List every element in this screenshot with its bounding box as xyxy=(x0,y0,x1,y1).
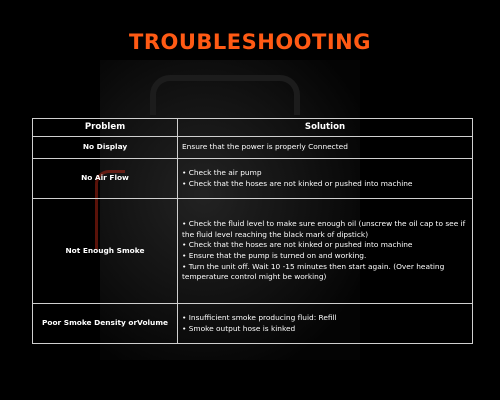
solution-column-header: Solution xyxy=(178,119,473,137)
solution-line: • Check the fluid level to make sure enough oil (unscrew the oil cap to see if the fluid level reaching the black mark of dipstick) xyxy=(182,218,466,239)
problem-cell: No Display xyxy=(33,137,178,159)
problem-cell: Not Enough Smoke xyxy=(33,199,178,304)
background-machine-handle xyxy=(150,75,300,115)
solution-line: • Check the air pump xyxy=(182,167,262,177)
solution-cell xyxy=(178,199,473,304)
solution-line: • Insufficient smoke producing fluid: Refill xyxy=(182,312,337,322)
solution-line: • Turn the unit off. Wait 10 -15 minutes then start again. (Over heating temperature control might be working) xyxy=(182,261,445,282)
page-title: TROUBLESHOOTING xyxy=(129,30,371,54)
solution-cell xyxy=(178,159,473,199)
problem-cell: No Air Flow xyxy=(33,159,178,199)
solution-line: • Ensure that the pump is turned on and working. xyxy=(182,251,367,260)
problem-cell: Poor Smoke Density orVolume xyxy=(33,304,178,344)
solution-cell xyxy=(178,304,473,344)
table-row xyxy=(33,304,473,344)
solution-line: • Check that the hoses are not kinked or pushed into machine xyxy=(182,240,413,250)
solution-line: • Smoke output hose is kinked xyxy=(182,323,296,333)
solution-line: • Check that the hoses are not kinked or pushed into machine xyxy=(182,178,413,188)
solution-line: Ensure that the power is properly Connected xyxy=(182,142,348,152)
problem-column-header: Problem xyxy=(33,119,178,137)
table-row xyxy=(33,159,473,199)
solution-cell xyxy=(178,137,473,159)
table-row xyxy=(33,199,473,304)
table-header-row xyxy=(33,119,473,137)
troubleshooting-table xyxy=(32,118,473,344)
table-row xyxy=(33,137,473,159)
